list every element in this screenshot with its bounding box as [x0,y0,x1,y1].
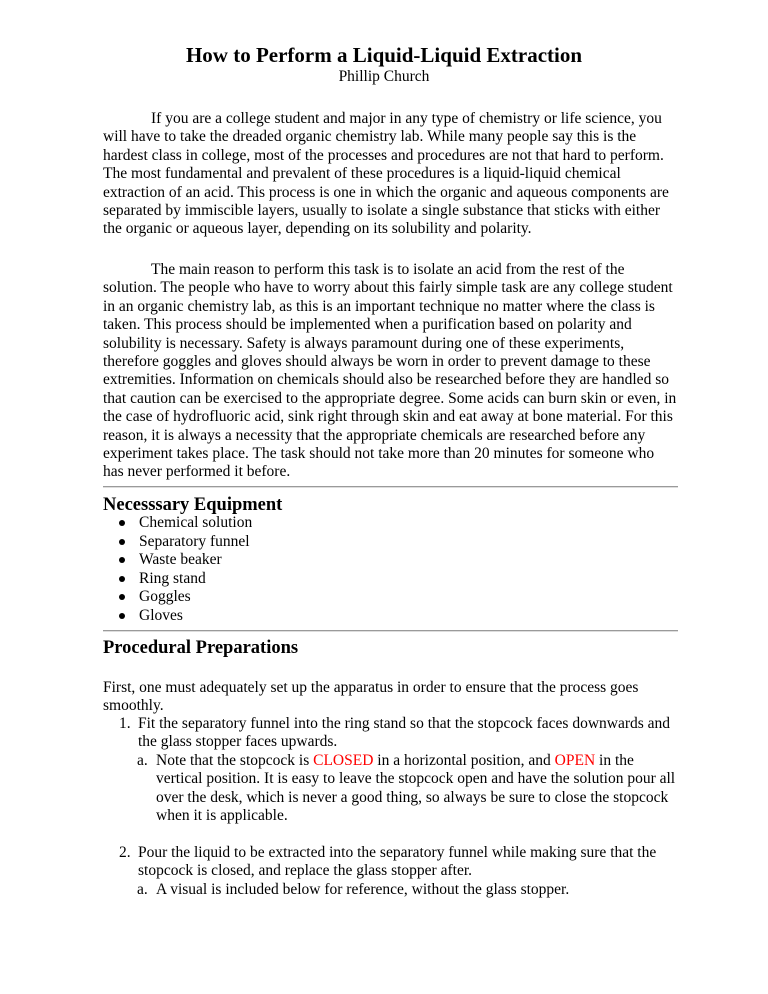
equipment-item [103,533,252,552]
equipment-item [103,514,252,533]
document-title: How to Perform a Liquid-Liquid Extraction [185,43,583,67]
substep-text [156,752,678,826]
step-1-substep-a [137,752,678,826]
preparations-heading: Procedural Preparations [103,638,299,658]
step-text: Fit the separatory funnel into the ring stand so that the stopcock faces downwards and the glass stopper faces upwards. [138,715,671,751]
step-1 [119,715,678,752]
equipment-item [103,588,252,607]
substep-text-part: in the vertical position. It is easy to leave the stopcock open and have the solution pour all over the desk, which is never a good thing, so always be sure to close the stopcock when it is applicable. [156,752,676,825]
equipment-item [103,570,252,589]
step-2 [119,844,678,881]
substep-letter: a. [137,752,148,769]
step-2-substep-a [137,881,678,899]
preparations-intro: First, one must adequately set up the apparatus in order to ensure that the process goes smoothly. [103,679,639,715]
substep-text-part: in a horizontal position, and [373,752,555,769]
open-emphasis: OPEN [554,752,596,769]
equipment-item-label: Chemical solution [139,514,253,531]
equipment-item-label: Separatory funnel [139,532,250,550]
equipment-item-label: Waste beaker [139,551,222,568]
step-text: Pour the liquid to be extracted into the separatory funnel while making sure that the stopcock is closed, and replace the glass stopper after. [138,844,657,880]
equipment-list [103,514,252,625]
equipment-item [103,551,252,570]
intro-paragraph-1: If you are a college student and major in any type of chemistry or life science, you will have to take the dreaded organic chemistry lab. While many people say this is the hardest class in college, most of the processes and procedures are not that hard to perform. The most fundamental and prevalent of these procedures is a liquid-liquid chemical extraction of an acid. This process is one in which the organic and aqueous components are separated by immiscible layers, usually to isolate a single substance that sticks with either the organic or aqueous layer, depending on its solubility and polarity. [103,110,669,238]
bullet-icon [119,594,125,600]
bullet-icon [119,613,125,619]
bullet-icon [119,576,125,582]
equipment-item-label: Goggles [139,588,191,605]
bullet-icon [119,539,125,545]
step-number: 2. [119,844,131,861]
intro-paragraph-2: The main reason to perform this task is to isolate an acid from the rest of the solution. The people who have to worry about this fairly simple task are any college student in an organic chemistry lab, as this is an important technique no matter where the class is taken. This process should be implemented when a purification based on polarity and solubility is necessary. Safety is always paramount during one of these experiments, therefore goggles and gloves should always be worn in order to prevent damage to these extremities. Information on chemicals should also be researched before they are handled so that caution can be exercised to the appropriate degree. Some acids can burn skin or even, in the case of hydrofluoric acid, sink right through skin and eat away at bone material. For this reason, it is always a necessity that the appropriate chemicals are researched before any experiment takes place. The task should not take more than 20 minutes for someone who has never performed it before. [103,261,677,481]
section-divider [103,486,678,488]
closed-emphasis: CLOSED [313,752,374,769]
bullet-icon [119,520,125,526]
step-number: 1. [119,715,131,732]
substep-letter: a. [137,881,148,898]
section-divider [103,630,678,632]
equipment-heading: Necesssary Equipment [103,495,283,515]
equipment-item [103,607,252,626]
substep-text-part: Note that the stopcock is [156,752,314,769]
equipment-item-label: Gloves [139,606,183,624]
equipment-item-label: Ring stand [139,569,206,587]
substep-text: A visual is included below for reference, without the glass stopper. [156,881,570,898]
bullet-icon [119,557,125,563]
author-name: Phillip Church [338,68,430,85]
